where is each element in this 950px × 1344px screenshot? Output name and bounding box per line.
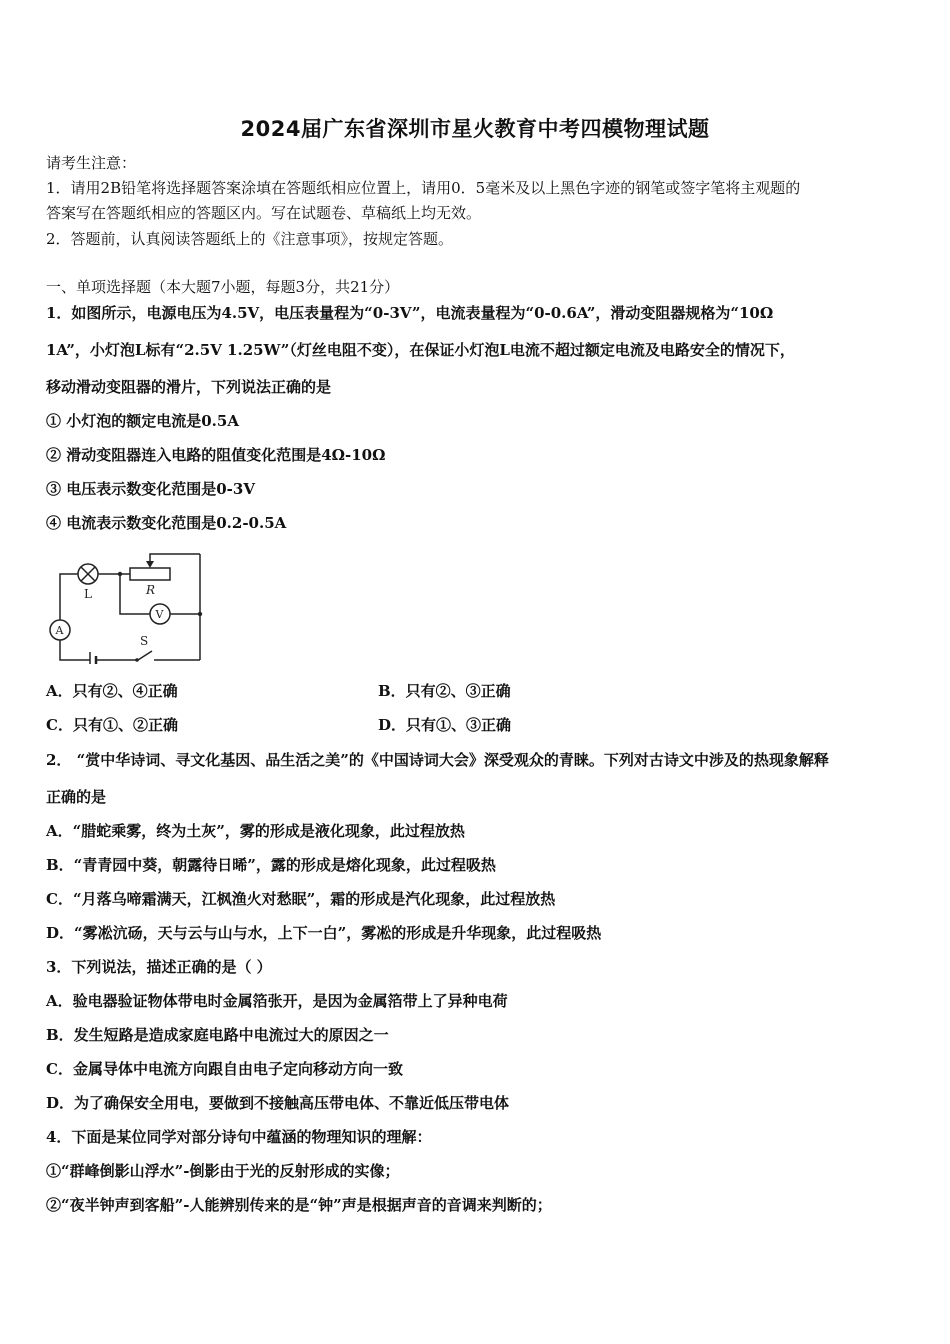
q1-stem-line-1: 1．如图所示，电源电压为4.5V，电压表量程为“0-3V”，电流表量程为“0-0.6A”，滑动变阻器规格为“10Ω bbox=[46, 304, 774, 322]
circuit-diagram bbox=[44, 548, 214, 664]
resistor-label: R bbox=[146, 583, 156, 597]
wire-left-top bbox=[60, 574, 78, 620]
q1-statement-2: ② 滑动变阻器连入电路的阻值变化范围是4Ω-10Ω bbox=[46, 446, 386, 464]
notice-item-1-line-1: 1．请用2B铅笔将选择题答案涂填在答题纸相应位置上，请用0．5毫米及以上黑色字迹的钢笔或签字笔将主观题的 bbox=[46, 179, 801, 197]
q4-stem: 4．下面是某位同学对部分诗句中蕴涵的物理知识的理解： bbox=[46, 1128, 432, 1146]
q2-option-a: A．“腊蛇乘雾，终为土灰”，雾的形成是液化现象，此过程放热 bbox=[46, 822, 465, 840]
q3-option-c: C．金属导体中电流方向跟自由电子定向移动方向一致 bbox=[46, 1060, 403, 1078]
slider-wire bbox=[150, 554, 200, 566]
voltmeter-label: V bbox=[155, 608, 164, 621]
resistor-icon bbox=[130, 568, 170, 580]
q1-statement-4: ④ 电流表示数变化范围是0.2-0.5A bbox=[46, 514, 287, 532]
notice-heading: 请考生注意： bbox=[46, 154, 137, 172]
q3-option-b: B．发生短路是造成家庭电路中电流过大的原因之一 bbox=[46, 1026, 389, 1044]
junction-dot-right bbox=[198, 612, 202, 616]
q1-stem-line-3: 移动滑动变阻器的滑片，下列说法正确的是 bbox=[46, 378, 332, 396]
switch-label: S bbox=[140, 634, 149, 648]
q2-option-d: D．“雾凇沆砀，天与云与山与水，上下一白”，雾凇的形成是升华现象，此过程吸热 bbox=[46, 924, 602, 942]
q3-option-d: D．为了确保安全用电，要做到不接触高压带电体、不靠近低压带电体 bbox=[46, 1094, 510, 1112]
q2-option-c: C．“月落乌啼霜满天，江枫渔火对愁眠”，霜的形成是汽化现象，此过程放热 bbox=[46, 890, 556, 908]
junction-dot-left bbox=[118, 572, 122, 576]
section-heading: 一、单项选择题（本大题7小题，每题3分，共21分） bbox=[46, 278, 400, 296]
q3-option-a: A．验电器验证物体带电时金属箔张开，是因为金属箔带上了异种电荷 bbox=[46, 992, 508, 1010]
notice-item-2: 2．答题前，认真阅读答题纸上的《注意事项》，按规定答题。 bbox=[46, 230, 454, 248]
q1-stem-line-2: 1A”，小灯泡L标有“2.5V 1.25W”（灯丝电阻不变），在保证小灯泡L电流不超过额定电流及电路安全的情况下， bbox=[46, 341, 795, 359]
q4-statement-2: ②“夜半钟声到客船”-人能辨别传来的是“钟”声是根据声音的音调来判断的； bbox=[46, 1196, 552, 1214]
wire-bottom-left bbox=[60, 640, 90, 660]
switch-pivot bbox=[135, 658, 139, 662]
q1-option-d: D．只有①、③正确 bbox=[378, 716, 512, 734]
q1-option-a: A．只有②、④正确 bbox=[46, 682, 178, 700]
switch-icon bbox=[138, 651, 152, 660]
page-title: 2024届广东省深圳市星火教育中考四模物理试题 bbox=[240, 117, 710, 141]
q1-statement-1: ① 小灯泡的额定电流是0.5A bbox=[46, 412, 239, 430]
q1-statement-3: ③ 电压表示数变化范围是0-3V bbox=[46, 480, 255, 498]
q3-stem: 3．下列说法，描述正确的是（ ） bbox=[46, 958, 272, 976]
lamp-label: L bbox=[84, 587, 92, 601]
q2-stem-line-1: 2． “赏中华诗词、寻文化基因、品生活之美”的《中国诗词大会》深受观众的青睐。下列对古诗文中涉及的热现象解释 bbox=[46, 751, 829, 769]
q2-stem-line-2: 正确的是 bbox=[46, 788, 107, 806]
ammeter-label: A bbox=[55, 624, 64, 637]
q2-option-b: B．“青青园中葵，朝露待日晞”，露的形成是熔化现象，此过程吸热 bbox=[46, 856, 496, 874]
slider-arrow-icon bbox=[146, 561, 154, 568]
notice-item-1-line-2: 答案写在答题纸相应的答题区内。写在试题卷、草稿纸上均无效。 bbox=[46, 204, 482, 222]
q4-statement-1: ①“群峰倒影山浮水”-倒影由于光的反射形成的实像； bbox=[46, 1162, 400, 1180]
q1-option-b: B．只有②、③正确 bbox=[378, 682, 511, 700]
q1-option-c: C．只有①、②正确 bbox=[46, 716, 178, 734]
